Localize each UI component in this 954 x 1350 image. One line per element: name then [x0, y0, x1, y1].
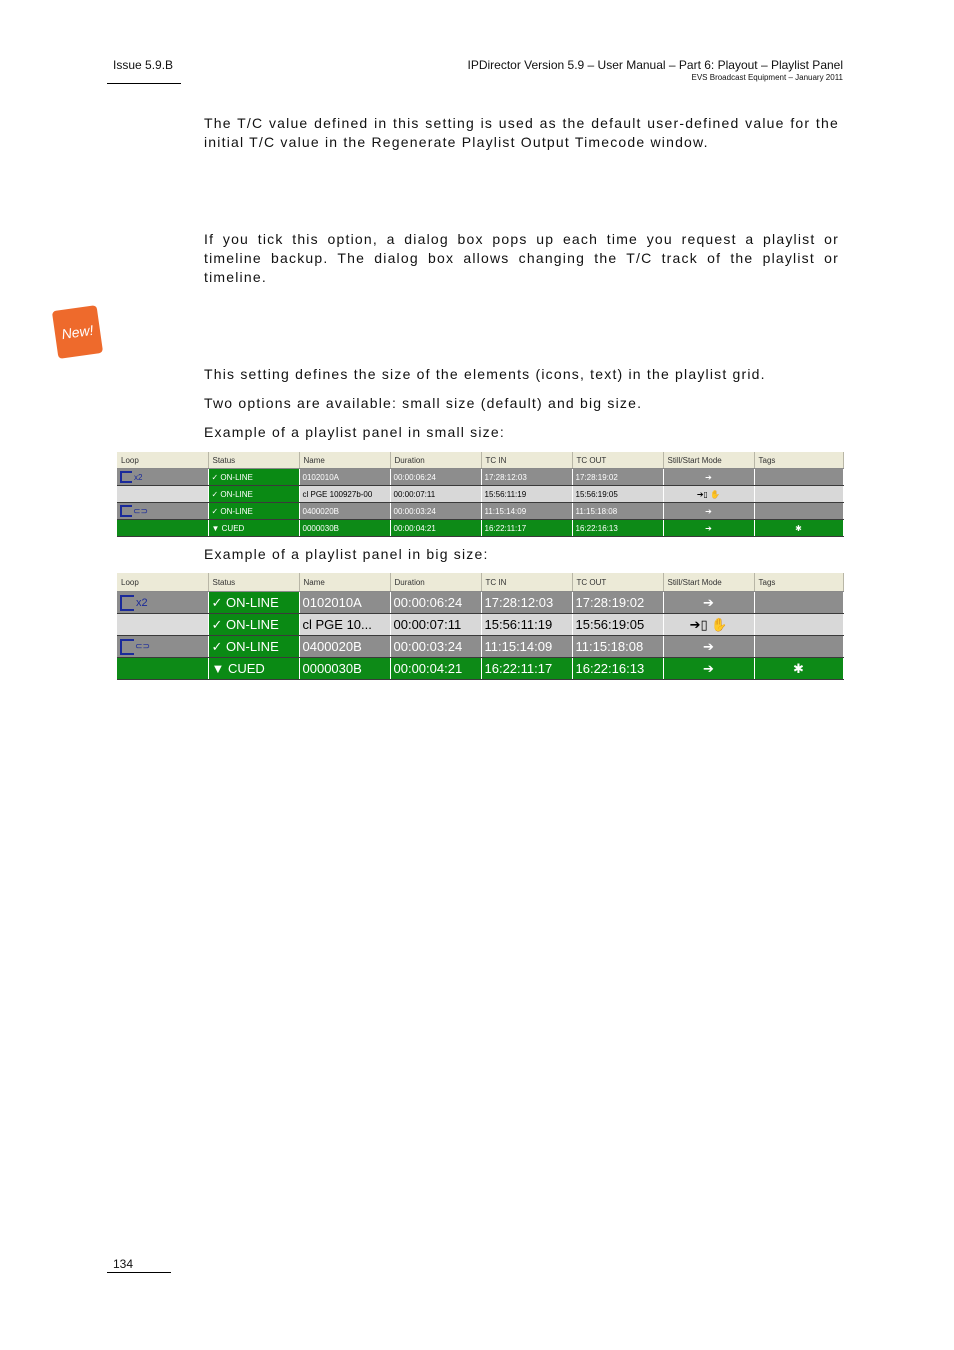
- loop-icon: [120, 595, 134, 611]
- document-subtitle: EVS Broadcast Equipment – January 2011: [691, 73, 843, 82]
- paragraph-tc-value: The T/C value defined in this setting is used as the default user-defined value for the initial T/C value in the Regenerate Playlist Output Timecode window.: [204, 115, 839, 150]
- duration-cell: 00:00:07:11: [390, 614, 481, 636]
- loop-cell: [117, 469, 208, 486]
- tc-out-cell: 16:22:16:13: [572, 520, 663, 537]
- document-title: IPDirector Version 5.9 – User Manual – Part 6: Playout – Playlist Panel: [467, 58, 843, 72]
- table-row[interactable]: [117, 486, 843, 503]
- column-header-duration[interactable]: Duration: [390, 452, 481, 469]
- status-cell: ✓ ON-LINE: [208, 636, 299, 658]
- status-cell: ✓ ON-LINE: [208, 469, 299, 486]
- name-cell: 0000030B: [299, 520, 390, 537]
- playlist-grid-small: [117, 452, 844, 537]
- tc-out-cell: 11:15:18:08: [572, 636, 663, 658]
- tc-in-cell: 17:28:12:03: [481, 469, 572, 486]
- column-header-duration[interactable]: Duration: [390, 573, 481, 592]
- tags-cell: [754, 614, 843, 636]
- status-cell: ✓ ON-LINE: [208, 486, 299, 503]
- table-row[interactable]: [117, 592, 843, 614]
- loop-cell: [117, 614, 208, 636]
- start-mode-arrow-icon: ➔: [663, 469, 754, 486]
- caption-small-example: Example of a playlist panel in small size:: [204, 424, 505, 440]
- new-badge: New!: [52, 305, 103, 359]
- name-cell: cl PGE 10...: [299, 614, 390, 636]
- loop-cell: [117, 636, 208, 658]
- column-header-tc-in[interactable]: TC IN: [481, 573, 572, 592]
- footer-rule: [107, 1272, 171, 1273]
- duration-cell: 00:00:04:21: [390, 520, 481, 537]
- column-header-tc-out[interactable]: TC OUT: [572, 452, 663, 469]
- status-cell: ✓ ON-LINE: [208, 592, 299, 614]
- playlist-grid-big: [117, 573, 844, 680]
- start-mode-arrow-icon: ➔: [663, 503, 754, 520]
- tags-cell: [754, 503, 843, 520]
- name-cell: 0400020B: [299, 636, 390, 658]
- tag-icon: ✱: [754, 658, 843, 680]
- grid-header-row: [117, 573, 843, 592]
- column-header-tc-out[interactable]: TC OUT: [572, 573, 663, 592]
- chain-link-icon: ⊂⊃: [135, 641, 151, 652]
- column-header-status[interactable]: Status: [208, 452, 299, 469]
- tc-out-cell: 17:28:19:02: [572, 592, 663, 614]
- loop-icon: [120, 639, 134, 655]
- tc-out-cell: 15:56:19:05: [572, 614, 663, 636]
- tags-cell: [754, 592, 843, 614]
- tc-in-cell: 17:28:12:03: [481, 592, 572, 614]
- tag-icon: ✱: [754, 520, 843, 537]
- tc-out-cell: 15:56:19:05: [572, 486, 663, 503]
- table-row[interactable]: [117, 469, 843, 486]
- page-number: 134: [113, 1257, 134, 1271]
- loop-cell: [117, 658, 208, 680]
- duration-cell: 00:00:04:21: [390, 658, 481, 680]
- grid-header-row: [117, 452, 843, 469]
- caption-big-example: Example of a playlist panel in big size:: [204, 546, 489, 562]
- column-header-name[interactable]: Name: [299, 452, 390, 469]
- tc-out-cell: 16:22:16:13: [572, 658, 663, 680]
- tc-in-cell: 11:15:14:09: [481, 503, 572, 520]
- name-cell: 0000030B: [299, 658, 390, 680]
- name-cell: 0102010A: [299, 592, 390, 614]
- table-row[interactable]: [117, 520, 843, 537]
- column-header-start-mode[interactable]: Still/Start Mode: [663, 573, 754, 592]
- status-cell: ▼ CUED: [208, 520, 299, 537]
- column-header-loop[interactable]: Loop: [117, 452, 208, 469]
- status-cell: ▼ CUED: [208, 658, 299, 680]
- duration-cell: 00:00:07:11: [390, 486, 481, 503]
- column-header-name[interactable]: Name: [299, 573, 390, 592]
- table-row[interactable]: [117, 636, 843, 658]
- tc-in-cell: 11:15:14:09: [481, 636, 572, 658]
- start-mode-hand-icon: ➔▯ ✋: [663, 614, 754, 636]
- status-cell: ✓ ON-LINE: [208, 614, 299, 636]
- table-row[interactable]: [117, 658, 843, 680]
- table-row[interactable]: [117, 614, 843, 636]
- start-mode-arrow-icon: ➔: [663, 520, 754, 537]
- start-mode-arrow-icon: ➔: [663, 658, 754, 680]
- duration-cell: 00:00:03:24: [390, 503, 481, 520]
- paragraph-dialog-option: If you tick this option, a dialog box pops up each time you request a playlist or timeline backup. The dialog box allows changing the T/C track of the playlist or timeline.: [204, 231, 839, 285]
- loop-count: x2: [136, 596, 148, 609]
- name-cell: 0102010A: [299, 469, 390, 486]
- issue-label: Issue 5.9.B: [113, 58, 174, 72]
- column-header-tc-in[interactable]: TC IN: [481, 452, 572, 469]
- tags-cell: [754, 486, 843, 503]
- paragraph-grid-size: This setting defines the size of the elements (icons, text) in the playlist grid.: [204, 366, 766, 382]
- column-header-tags[interactable]: Tags: [754, 573, 843, 592]
- loop-icon: [120, 505, 132, 517]
- start-mode-arrow-icon: ➔: [663, 592, 754, 614]
- start-mode-arrow-icon: ➔: [663, 636, 754, 658]
- tc-out-cell: 11:15:18:08: [572, 503, 663, 520]
- chain-link-icon: ⊂⊃: [133, 505, 149, 516]
- column-header-start-mode[interactable]: Still/Start Mode: [663, 452, 754, 469]
- column-header-loop[interactable]: Loop: [117, 573, 208, 592]
- tags-cell: [754, 636, 843, 658]
- tc-in-cell: 16:22:11:17: [481, 658, 572, 680]
- tc-out-cell: 17:28:19:02: [572, 469, 663, 486]
- duration-cell: 00:00:06:24: [390, 469, 481, 486]
- loop-cell: [117, 486, 208, 503]
- name-cell: cl PGE 100927b-00: [299, 486, 390, 503]
- status-cell: ✓ ON-LINE: [208, 503, 299, 520]
- duration-cell: 00:00:03:24: [390, 636, 481, 658]
- column-header-tags[interactable]: Tags: [754, 452, 843, 469]
- paragraph-size-options: Two options are available: small size (default) and big size.: [204, 395, 643, 411]
- tc-in-cell: 15:56:11:19: [481, 486, 572, 503]
- table-row[interactable]: [117, 503, 843, 520]
- header-rule: [107, 83, 181, 84]
- tc-in-cell: 15:56:11:19: [481, 614, 572, 636]
- name-cell: 0400020B: [299, 503, 390, 520]
- start-mode-hand-icon: ➔▯ ✋: [663, 486, 754, 503]
- tc-in-cell: 16:22:11:17: [481, 520, 572, 537]
- loop-cell: [117, 520, 208, 537]
- loop-cell: [117, 503, 208, 520]
- column-header-status[interactable]: Status: [208, 573, 299, 592]
- loop-count: x2: [134, 472, 143, 482]
- loop-icon: [120, 471, 132, 483]
- tags-cell: [754, 469, 843, 486]
- duration-cell: 00:00:06:24: [390, 592, 481, 614]
- loop-cell: [117, 592, 208, 614]
